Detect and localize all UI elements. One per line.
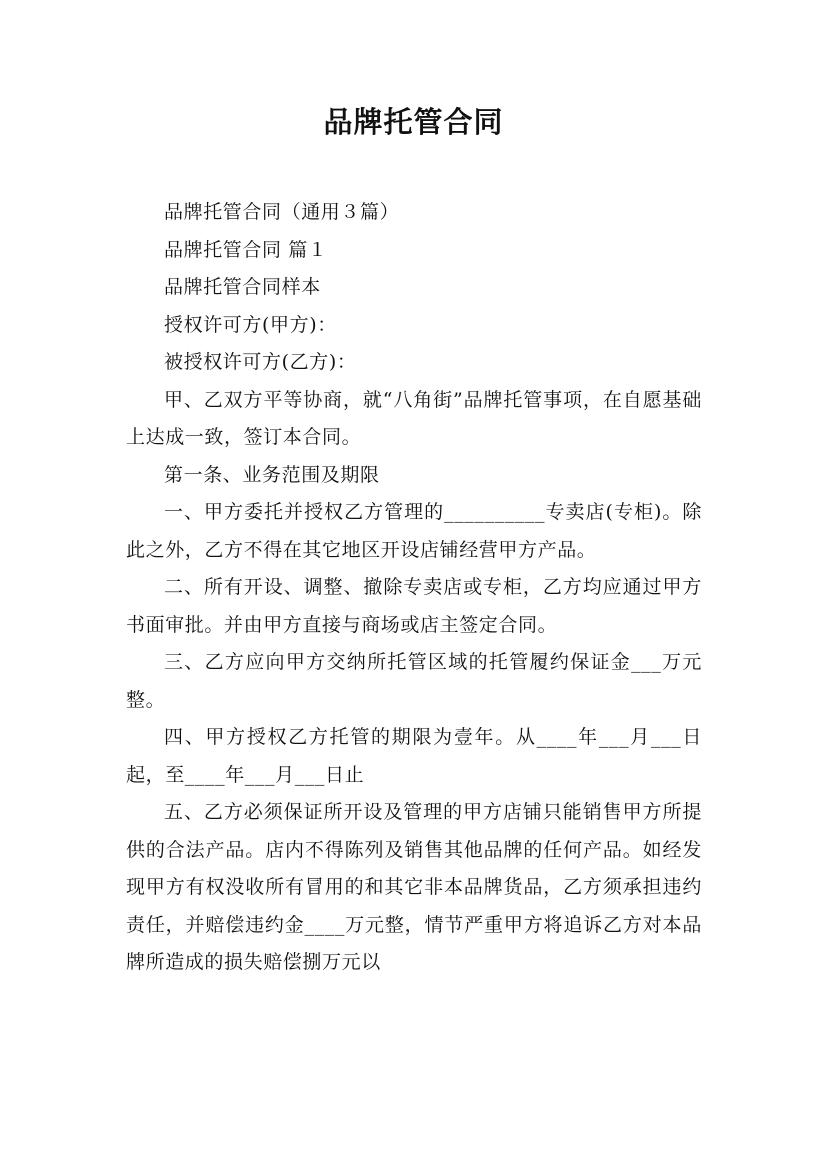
document-body bbox=[126, 194, 702, 982]
paragraph-preamble: 甲、乙双方平等协商，就“八角街”品牌托管事项，在自愿基础上达成一致，签订本合同。 bbox=[126, 388, 702, 448]
paragraph-article-1-heading: 第一条、业务范围及期限 bbox=[164, 463, 380, 486]
paragraph-clause-5: 五、乙方必须保证所开设及管理的甲方店铺只能销售甲方所提供的合法产品。店内不得陈列及销售其他品牌的任何产品。如经发现甲方有权没收所有冒用的和其它非本品牌货品，乙方须承担违约责任，并赔偿违约金____万元整，情节严重甲方将追诉乙方对本品牌所造成的损失赔偿捌万元以 bbox=[126, 801, 702, 973]
paragraph-party-a: 授权许可方(甲方)： bbox=[164, 313, 337, 336]
paragraph-clause-1: 一、甲方委托并授权乙方管理的__________专卖店(专柜)。除此之外，乙方不得在其它地区开设店铺经营甲方产品。 bbox=[126, 501, 702, 561]
paragraph-party-b: 被授权许可方(乙方)： bbox=[164, 351, 357, 373]
paragraph-clause-4: 四、甲方授权乙方托管的期限为壹年。从____年___月___日起，至____年___月___日止 bbox=[126, 726, 702, 786]
paragraph-clause-2: 二、所有开设、调整、撤除专卖店或专柜，乙方均应通过甲方书面审批。并由甲方直接与商场或店主签定合同。 bbox=[126, 576, 702, 636]
paragraph-sample-label: 品牌托管合同样本 bbox=[164, 276, 321, 298]
paragraph-section-heading: 品牌托管合同 篇１ bbox=[164, 238, 328, 261]
document-title: 品牌托管合同 bbox=[323, 105, 504, 139]
paragraph-clause-3: 三、乙方应向甲方交纳所托管区域的托管履约保证金___万元整。 bbox=[126, 651, 702, 711]
paragraph-subtitle: 品牌托管合同（通用３篇） bbox=[164, 201, 400, 223]
